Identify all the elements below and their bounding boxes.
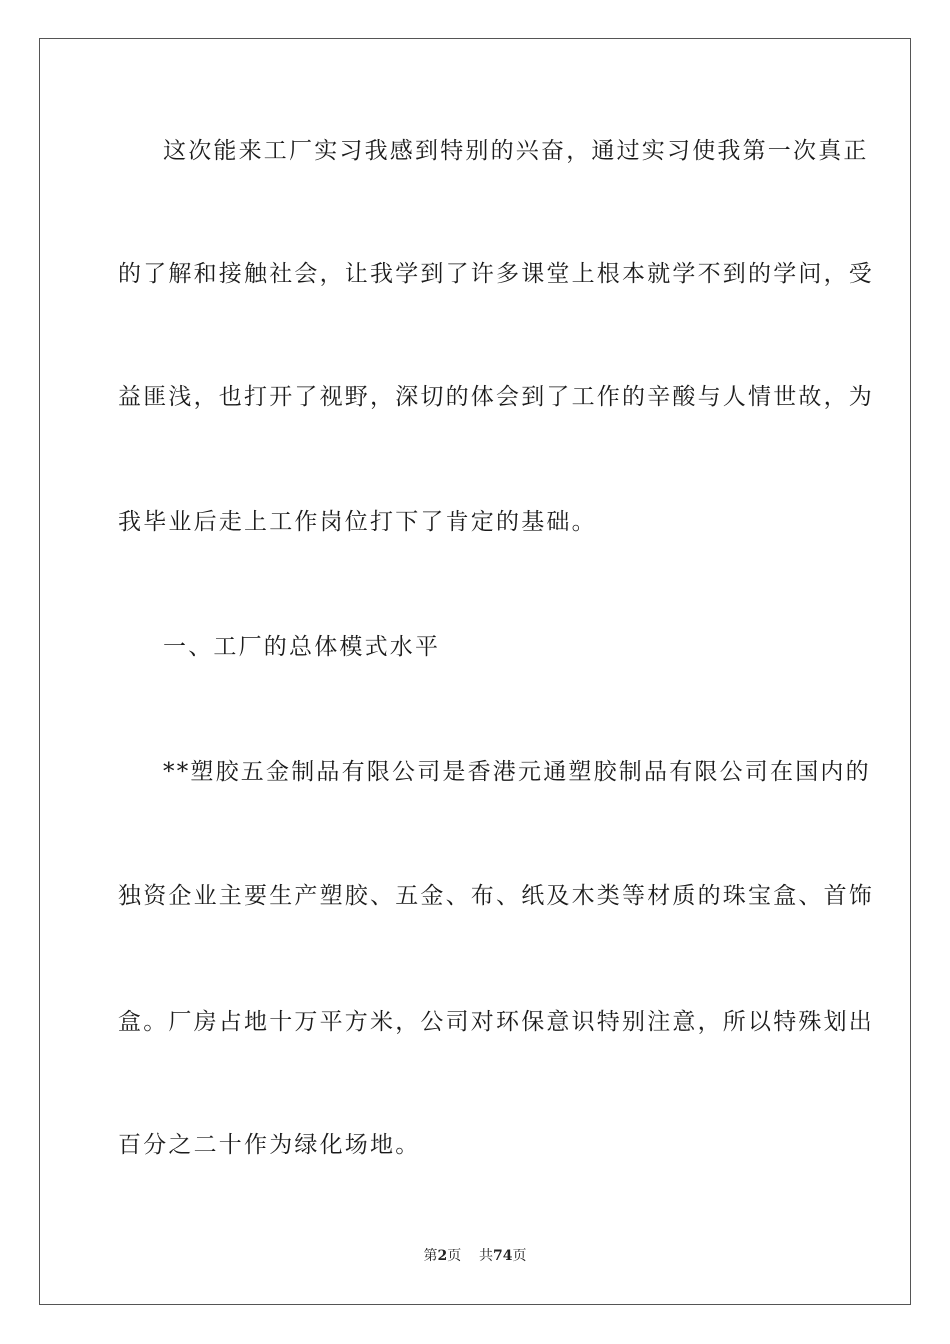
- paragraph-1-line-1: 这次能来工厂实习我感到特别的兴奋，通过实习使我第一次真正: [163, 138, 869, 164]
- paragraph-2-line-1: **塑胶五金制品有限公司是香港元通塑胶制品有限公司在国内的: [163, 759, 871, 785]
- paragraph-1-line-2: 的了解和接触社会，让我学到了许多课堂上根本就学不到的学问，受: [118, 261, 874, 287]
- paragraph-2-line-4: 百分之二十作为绿化场地。: [118, 1132, 421, 1158]
- paragraph-2-line-2: 独资企业主要生产塑胶、五金、布、纸及木类等材质的珠宝盒、首饰: [118, 883, 874, 909]
- paragraph-2-line-3: 盒。厂房占地十万平方米，公司对环保意识特别注意，所以特殊划出: [118, 1009, 874, 1035]
- page-prefix: 第: [423, 1248, 438, 1264]
- total-suffix: 页: [512, 1248, 527, 1264]
- page-number: 2: [437, 1248, 448, 1264]
- page-border: [39, 38, 911, 1305]
- total-prefix: 共: [479, 1248, 494, 1264]
- page-footer: [0, 1247, 950, 1265]
- paragraph-1-line-3: 益匪浅，也打开了视野，深切的体会到了工作的辛酸与人情世故，为: [118, 384, 874, 410]
- total-pages: 74: [493, 1248, 513, 1264]
- paragraph-1-line-4: 我毕业后走上工作岗位打下了肯定的基础。: [118, 509, 597, 535]
- page-suffix: 页: [447, 1248, 462, 1264]
- section-heading: 一、工厂的总体模式水平: [163, 634, 441, 660]
